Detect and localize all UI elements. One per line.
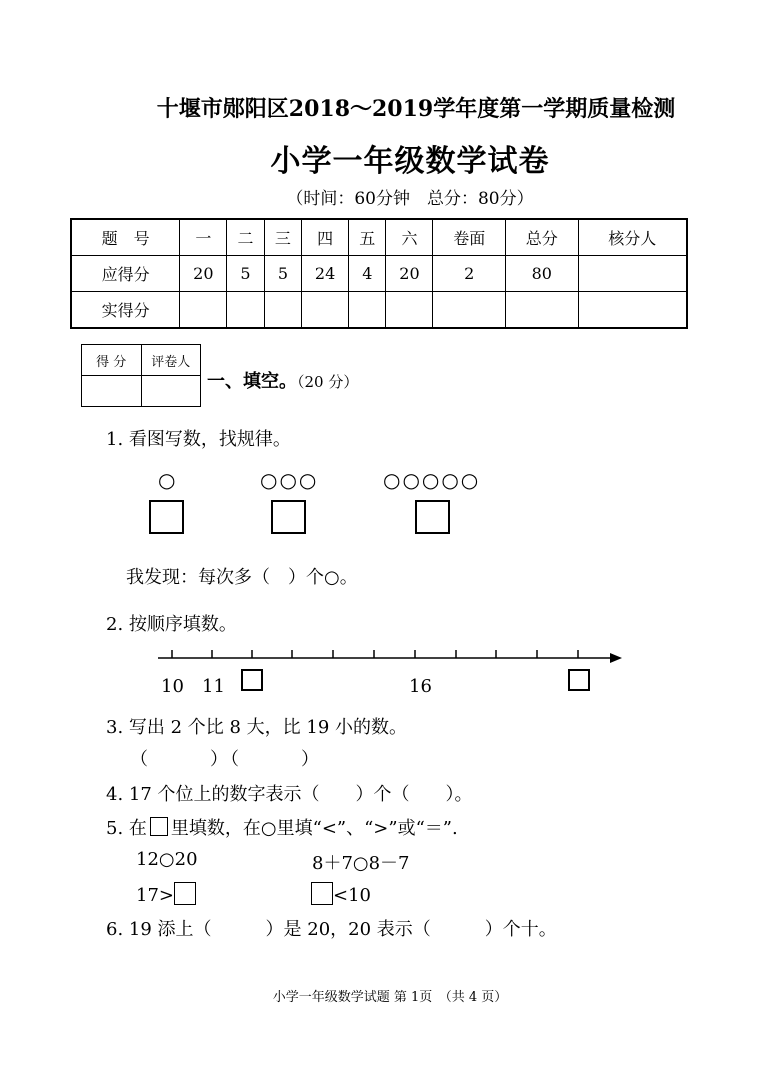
score-table (70, 218, 688, 329)
score-table-cell: 核分人 (578, 219, 687, 256)
number-line-box-12[interactable] (241, 669, 263, 691)
compare-item-2[interactable]: 8＋7○8－7 (312, 853, 410, 874)
number-line-label-16: 16 (409, 676, 432, 697)
grader-name-label: 评卷人 (141, 345, 201, 376)
score-table-cell: 六 (386, 219, 433, 256)
score-table-cell (578, 256, 687, 292)
score-table-cell: 二 (227, 219, 264, 256)
circle-group-2: ○○○ (260, 468, 319, 492)
grader-score-label: 得 分 (82, 345, 142, 376)
question-5-prompt-b: 里填数，在○里填“<”、“>”或“＝”. (170, 818, 458, 839)
score-table-cell: 实得分 (71, 292, 180, 329)
circle-group-1: ○ (158, 468, 178, 492)
answer-box-1[interactable] (149, 500, 184, 534)
score-table-actual-row (71, 292, 687, 329)
grader-name-cell (141, 376, 201, 407)
score-table-cell: 三 (264, 219, 301, 256)
score-table-cell (180, 292, 227, 329)
score-table-cell: 80 (506, 256, 579, 292)
question-4-prompt: 4. 17 个位上的数字表示（ ）个（ ）。 (106, 784, 473, 805)
number-line-box-20[interactable] (568, 669, 590, 691)
compare-item-3-text: 17> (136, 885, 174, 906)
circle-group-3: ○○○○○ (383, 468, 481, 492)
score-table-cell: 应得分 (71, 256, 180, 292)
exam-title: 小学一年级数学试卷 (270, 144, 550, 179)
score-table-cell (264, 292, 301, 329)
exam-time-total: （时间：60分钟 总分：80分） (286, 189, 534, 209)
answer-box-3[interactable] (415, 500, 450, 534)
section-points: （20 分） (297, 373, 359, 391)
number-line-label-11: 11 (202, 676, 225, 697)
question-3-prompt: 3. 写出 2 个比 8 大，比 19 小的数。 (106, 717, 408, 738)
score-table-cell: 24 (302, 256, 349, 292)
score-table-cell: 题 号 (71, 219, 180, 256)
section-title: 一、填空。 (207, 371, 297, 392)
question-3-blanks[interactable]: （ ）（ ） (130, 749, 321, 770)
question-5-prompt-a: 5. 在 (106, 818, 147, 839)
score-table-cell (302, 292, 349, 329)
compare-item-4 (311, 882, 371, 906)
grader-box (81, 344, 201, 407)
score-table-cell: 五 (349, 219, 386, 256)
question-1-prompt: 1. 看图写数，找规律。 (106, 429, 291, 450)
score-table-cell: 四 (302, 219, 349, 256)
question-1-finding: 我发现：每次多（ ）个○。 (126, 567, 358, 588)
score-table-header-row (71, 219, 687, 256)
score-table-cell (386, 292, 433, 329)
section-heading (207, 367, 358, 393)
answer-box-compare-3[interactable] (174, 882, 196, 905)
answer-box-2[interactable] (271, 500, 306, 534)
question-6-prompt: 6. 19 添上（ ）是 20，20 表示（ ）个十。 (106, 919, 557, 940)
question-5-prompt (106, 814, 458, 840)
score-table-cell: 一 (180, 219, 227, 256)
score-table-cell (506, 292, 579, 329)
answer-box-compare-4[interactable] (311, 882, 333, 905)
score-table-cell (349, 292, 386, 329)
exam-header-line1: 十堰市郧阳区2018～2019学年度第一学期质量检测 (156, 96, 676, 122)
compare-item-3 (136, 882, 196, 906)
number-line-label-10: 10 (161, 676, 184, 697)
score-table-cell (578, 292, 687, 329)
page-footer: 小学一年级数学试题 第 1页 （共 4 页） (272, 990, 508, 1005)
score-table-cell: 20 (386, 256, 433, 292)
compare-item-4-text: <10 (333, 885, 371, 906)
score-table-cell: 卷面 (433, 219, 506, 256)
score-table-cell: 20 (180, 256, 227, 292)
score-table-cell: 5 (227, 256, 264, 292)
score-table-cell: 4 (349, 256, 386, 292)
grader-score-cell (82, 376, 142, 407)
score-table-cell (227, 292, 264, 329)
question-2-prompt: 2. 按顺序填数。 (106, 614, 237, 635)
score-table-should-row (71, 256, 687, 292)
square-symbol (150, 817, 168, 836)
number-line (150, 645, 630, 675)
score-table-cell (433, 292, 506, 329)
score-table-cell: 总分 (506, 219, 579, 256)
score-table-cell: 2 (433, 256, 506, 292)
compare-item-1[interactable]: 12○20 (136, 849, 198, 870)
score-table-cell: 5 (264, 256, 301, 292)
